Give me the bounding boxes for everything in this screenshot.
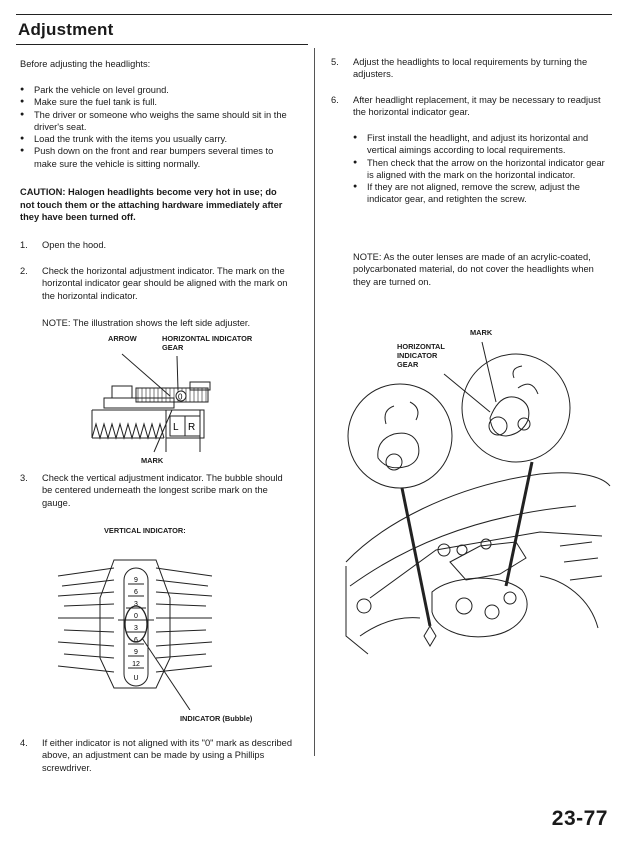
step-text: Check the vertical adjustment indicator. The bubble should be centered underneath the longest scribe mark on the gauge. — [42, 473, 283, 508]
scale-mark: 3 — [134, 601, 138, 608]
arrow-label: ARROW — [108, 334, 137, 343]
scale-mark: 6 — [134, 589, 138, 596]
step-number: 6. — [331, 95, 339, 105]
gear-label-line2: GEAR — [162, 343, 184, 352]
prep-bullet: ● The driver or someone who weighs the same should sit in the driver's seat. — [20, 109, 292, 134]
step-number: 4. — [20, 738, 28, 748]
scale-mark: U — [133, 675, 139, 682]
horizontal-adjuster-illustration — [82, 352, 282, 456]
vertical-indicator-title: VERTICAL INDICATOR: — [104, 526, 186, 535]
vertical-indicator-illustration — [56, 538, 216, 710]
scale-mark: 3 — [134, 625, 138, 632]
intro-text: Before adjusting the headlights: — [20, 59, 151, 69]
mark-label: MARK — [141, 456, 164, 465]
scale-mark: 9 — [134, 649, 138, 656]
top-rule — [16, 14, 612, 15]
section-title: Adjustment — [18, 20, 114, 39]
replacement-bullet: ● Then check that the arrow on the horizontal indicator gear is aligned with the mark on the horizontal indicator. — [353, 157, 605, 182]
note-text: NOTE: As the outer lenses are made of an acrylic-coated, polycarbonated material, do not cover the headlights when they are turned on. — [353, 252, 594, 287]
note-text: NOTE: The illustration shows the left side adjuster. — [42, 318, 251, 328]
scale-mark: 12 — [132, 661, 140, 668]
left-mark: L — [173, 422, 179, 433]
right-mark: R — [188, 422, 196, 433]
step-number: 3. — [20, 473, 28, 483]
prep-bullet: ● Push down on the front and rear bumpers several times to make sure the vehicle is sitting normally. — [20, 145, 292, 170]
replacement-bullet-list — [353, 132, 605, 206]
prep-bullet-list — [20, 84, 292, 170]
scale-mark: 9 — [134, 577, 138, 584]
gear-label-line3: GEAR — [397, 360, 419, 369]
mark-label: MARK — [470, 328, 493, 337]
step-text: Adjust the headlights to local requirements by turning the adjusters. — [353, 57, 588, 80]
scale-mark: 0 — [134, 613, 138, 620]
step-number: 2. — [20, 266, 28, 276]
replacement-bullet: ● If they are not aligned, remove the screw, adjust the indicator gear, and retighten the screw. — [353, 181, 605, 206]
step-number: 5. — [331, 57, 339, 67]
prep-bullet: ● Park the vehicle on level ground. — [20, 84, 292, 96]
caution-text: CAUTION: Halogen headlights become very hot in use; do not touch them or the attaching hardware immediately after they have been turned off. — [20, 187, 283, 222]
step-text: After headlight replacement, it may be necessary to readjust the horizontal indicator gear. — [353, 95, 601, 118]
title-rule — [16, 44, 308, 45]
replacement-bullet: ● First install the headlight, and adjust its horizontal and vertical aimings according to local requirements. — [353, 132, 605, 157]
scale-mark: 6 — [134, 637, 138, 644]
step-text: If either indicator is not aligned with its "0" mark as described above, an adjustment can be made by using a Phillips screwdriver. — [42, 738, 292, 773]
step-number: 1. — [20, 240, 28, 250]
headlight-adjuster-location-illustration — [340, 336, 612, 666]
zero-mark: 0 — [178, 392, 183, 402]
prep-bullet: ● Load the trunk with the items you usually carry. — [20, 133, 292, 145]
gear-label-line2: INDICATOR — [397, 351, 438, 360]
gear-label-line1: HORIZONTAL INDICATOR — [162, 334, 253, 343]
step-text: Check the horizontal adjustment indicator. The mark on the horizontal indicator gear should be aligned with the mark on the horizontal indicator. — [42, 266, 288, 301]
prep-bullet: ● Make sure the fuel tank is full. — [20, 96, 292, 108]
page-number: 23-77 — [551, 807, 608, 830]
indicator-bubble-label: INDICATOR (Bubble) — [180, 714, 253, 723]
step-text: Open the hood. — [42, 240, 107, 250]
column-divider — [314, 48, 315, 756]
gear-label-line1: HORIZONTAL — [397, 342, 445, 351]
